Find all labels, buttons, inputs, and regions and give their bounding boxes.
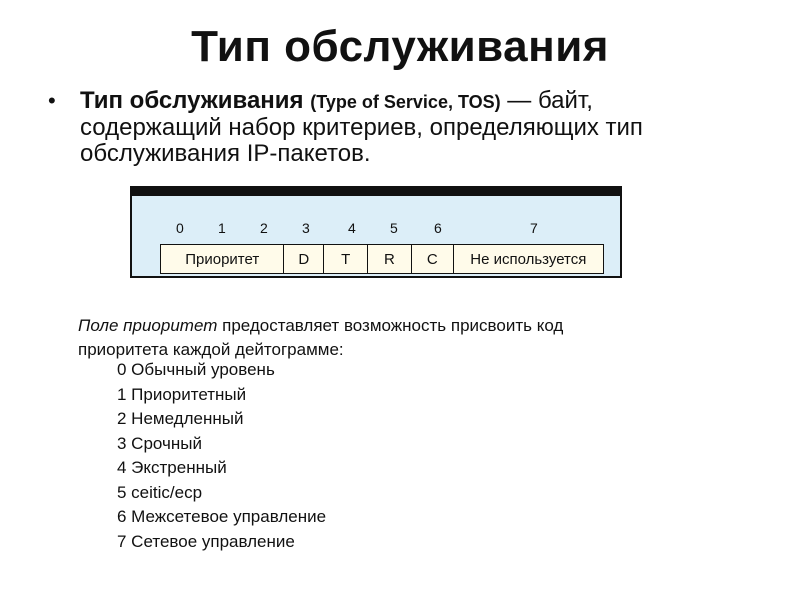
bullet-line2: содержащий набор критериев, определяющих тип xyxy=(80,114,643,141)
bullet-text xyxy=(80,88,748,167)
precedence-field-name: Поле приоритет xyxy=(78,316,218,335)
tos-field: C xyxy=(412,245,454,273)
bit-number: 7 xyxy=(530,220,538,236)
tos-byte-diagram xyxy=(130,186,622,278)
tos-field: R xyxy=(368,245,412,273)
precedence-level-item: 6 Межсетевое управление xyxy=(117,507,327,526)
precedence-level-item: 4 Экстренный xyxy=(117,458,227,477)
bit-number: 4 xyxy=(348,220,356,236)
precedence-level-item: 3 Срочный xyxy=(117,433,202,453)
bullet-line3: обслуживания IP-пакетов. xyxy=(80,140,371,167)
precedence-level-item: 5 ceitic/ecp xyxy=(117,482,203,502)
bullet-term: Тип обслуживания xyxy=(80,87,304,114)
bit-number: 1 xyxy=(218,220,226,236)
precedence-level-item: 0 Обычный уровень xyxy=(117,360,275,379)
tos-field: T xyxy=(324,245,368,273)
bullet-marker: • xyxy=(48,88,56,113)
precedence-intro-line2: приоритета каждой дейтограмме: xyxy=(78,340,344,359)
page-title: Тип обслуживания xyxy=(191,22,609,71)
precedence-intro xyxy=(78,314,718,362)
precedence-level-item: 1 Приоритетный xyxy=(117,384,247,404)
bit-number: 0 xyxy=(176,220,184,236)
tos-field: D xyxy=(284,245,324,273)
tos-field: Не используется xyxy=(470,250,587,268)
tos-fields-row xyxy=(160,244,604,274)
precedence-level-item: 7 Сетевое управление xyxy=(117,531,295,551)
tos-field: Приоритет xyxy=(161,245,284,273)
bullet-abbr: (Type of Service, TOS) xyxy=(310,92,501,112)
precedence-levels-list xyxy=(117,358,326,554)
bit-number: 3 xyxy=(302,220,310,236)
bullet-rest-line1: — байт, xyxy=(500,87,593,114)
precedence-level-item: 2 Немедленный xyxy=(117,409,244,428)
bit-number: 6 xyxy=(434,220,442,236)
bullet-definition xyxy=(48,88,748,167)
bit-number: 2 xyxy=(260,220,268,236)
bit-number: 5 xyxy=(390,220,398,236)
precedence-intro-rest: предоставляет возможность присвоить код xyxy=(217,316,564,335)
